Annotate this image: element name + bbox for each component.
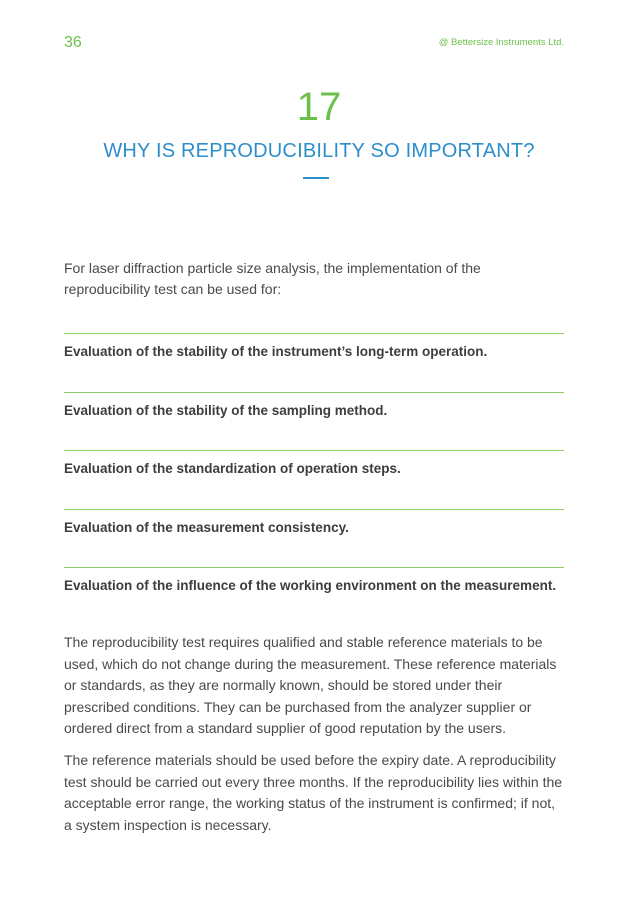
- evaluation-item: Evaluation of the stability of the sampling method.: [64, 392, 564, 450]
- body-paragraph-reference-materials: The reproducibility test requires qualified and stable reference materials to be used, which do not change during the measurement. These reference materials or standards, as they are normally known, should be stored under their prescribed conditions. They can be purchased from the analyzer supplier or ordered direct from a standard supplier of good reputation by the users.: [64, 634, 557, 736]
- intro-paragraph: For laser diffraction particle size analysis, the implementation of the reproducibility test can be used for:: [64, 260, 481, 297]
- chapter-title: WHY IS REPRODUCIBILITY SO IMPORTANT?: [103, 140, 535, 162]
- evaluation-item: Evaluation of the measurement consistency.: [64, 509, 564, 567]
- body-paragraph-expiry-and-schedule: The reference materials should be used before the expiry date. A reproducibility test should be carried out every three months. If the reproducibility lies within the acceptable error range, the working status of the instrument is confirmed; if not, a system inspection is necessary.: [64, 752, 563, 833]
- title-underline-divider: [303, 177, 329, 179]
- evaluation-item: Evaluation of the influence of the working environment on the measurement.: [64, 567, 564, 625]
- page-number: 36: [64, 34, 82, 51]
- evaluation-item: Evaluation of the stability of the instrument’s long-term operation.: [64, 333, 564, 391]
- copyright-notice: @ Bettersize Instruments Ltd.: [438, 37, 564, 48]
- evaluation-item: Evaluation of the standardization of operation steps.: [64, 450, 564, 508]
- evaluation-list: [64, 333, 564, 625]
- chapter-number: 17: [296, 85, 342, 129]
